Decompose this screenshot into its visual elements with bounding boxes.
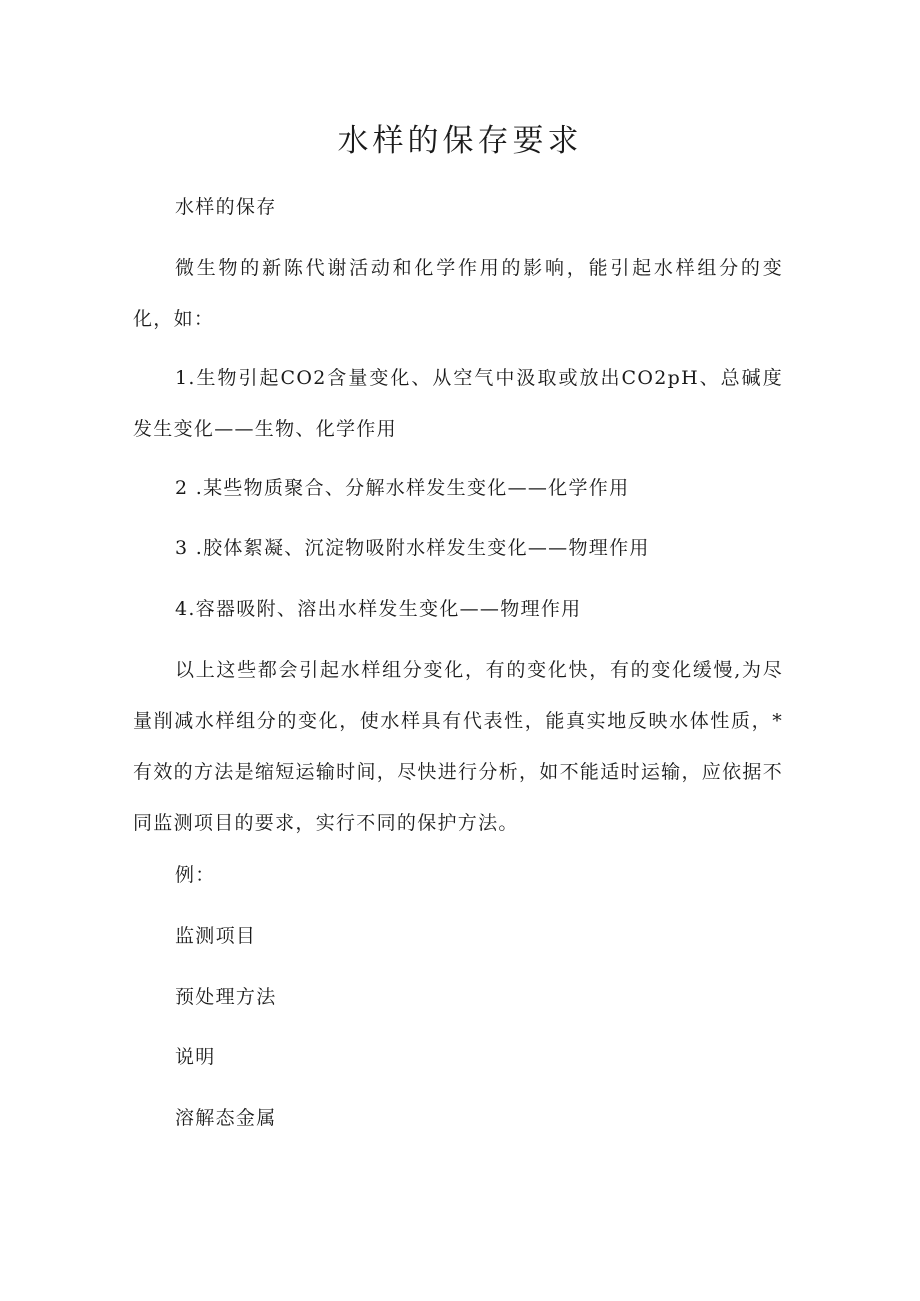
document-title: 水样的保存要求 <box>337 123 583 159</box>
paragraph-item-2: 2 .某些物质聚合、分解水样发生变化——化学作用 <box>175 477 630 499</box>
paragraph-intro: 微生物的新陈代谢活动和化学作用的影响，能引起水样组分的变化，如： <box>133 257 783 330</box>
paragraph-item-1: 1.生物引起CO2含量变化、从空气中汲取或放出CO2pH、总碱度发生变化——生物、化学作用 <box>133 367 783 440</box>
paragraph-example: 例： <box>175 864 216 886</box>
paragraph-dissolved-metals: 溶解态金属 <box>175 1107 277 1129</box>
paragraph-explanation: 说明 <box>175 1046 216 1068</box>
paragraph-item-4: 4.容器吸附、溶出水样发生变化——物理作用 <box>175 598 582 620</box>
paragraph-summary: 以上这些都会引起水样组分变化，有的变化快，有的变化缓慢,为尽量削减水样组分的变化，使水样具有代表性，能真实地反映水体性质，*有效的方法是缩短运输时间，尽快进行分析，如不能适时运输，应依据不同监测项目的要求，实行不同的保护方法。 <box>133 659 783 834</box>
paragraph-pretreatment-method: 预处理方法 <box>175 986 277 1008</box>
paragraph-item-3: 3 .胶体絮凝、沉淀物吸附水样发生变化——物理作用 <box>175 537 650 559</box>
paragraph-heading-preservation: 水样的保存 <box>175 196 277 218</box>
paragraph-monitoring-item: 监测项目 <box>175 925 257 947</box>
